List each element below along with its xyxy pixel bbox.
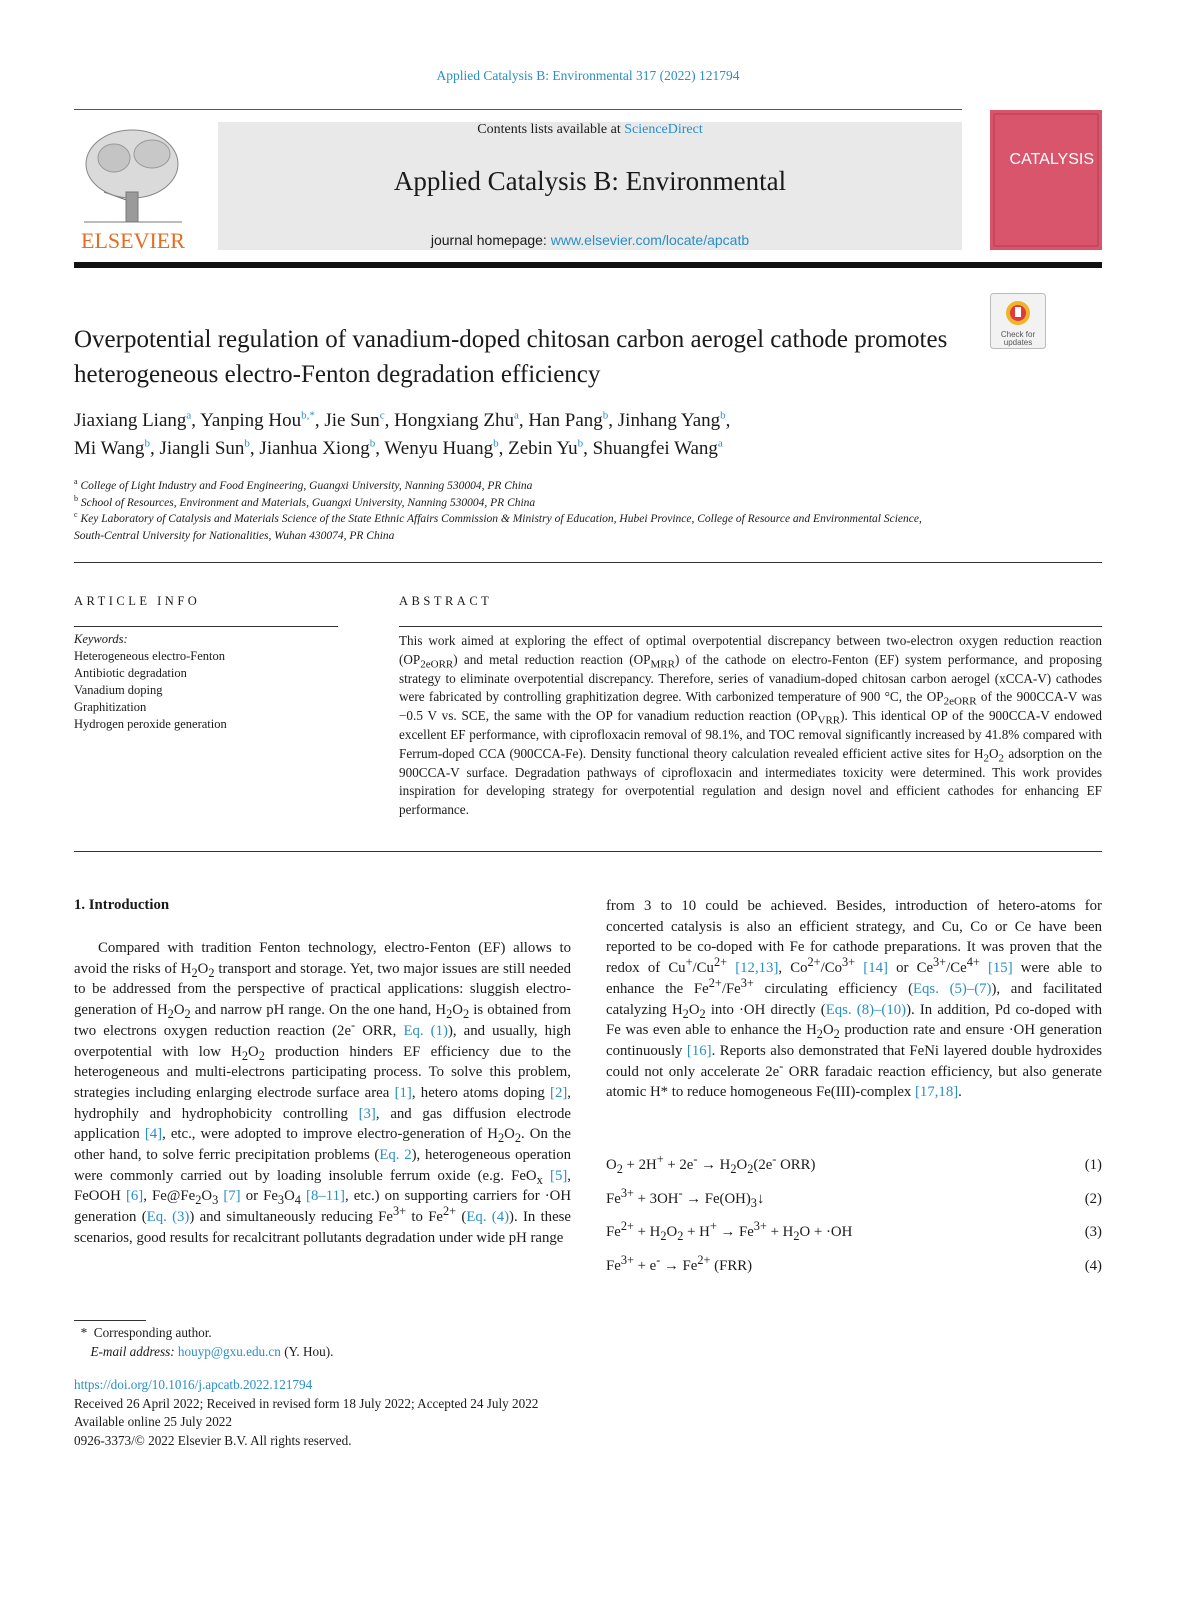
affiliation: $^b$ School of Resources, Environment and Materials, Guangxi University, Nanning 530004, PR China [74,493,536,509]
svg-text:Check for: Check for [1000,330,1036,339]
corresponding-label: Corresponding author. [93,1325,212,1340]
svg-text:updates: updates [1003,338,1033,347]
article-title: Overpotential regulation of vanadium-doped chitosan carbon aerogel cathode promotes heterogeneous electro-Fenton degradation efficiency [74,326,948,388]
email-suffix: (Y. Hou). [284,1344,334,1359]
author[interactable]: Mi Wang$^b$ [74,437,150,459]
citation-link[interactable]: [15] [987,960,1013,977]
equation-3: $Fe^{2+} + H_2O_2 + H^+ \to Fe^{3+} + H_2O + \cdot OH$ (3) [606,1219,1102,1243]
available-online: Available online 25 July 2022 [74,1414,232,1429]
article-info-heading: ARTICLE INFO [74,594,201,608]
email-link[interactable]: houyp@gxu.edu.cn [177,1344,281,1359]
footnote-star: * [80,1325,88,1340]
equation-4: $Fe^{3+} + e^- \to Fe^{2+}$ (FRR) (4) [606,1253,1102,1274]
journal-homepage-link[interactable]: www.elsevier.com/locate/apcatb [550,232,750,248]
citation-link[interactable]: [4] [144,1126,163,1143]
keyword: Heterogeneous electro-Fenton [74,649,225,663]
journal-cover-image[interactable] [990,110,1102,250]
corresponding-author-footnote [74,1323,574,1361]
doi-link[interactable]: https://doi.org/10.1016/j.apcatb.2022.121794 [74,1377,313,1392]
equation-link[interactable]: Eq. (3) [146,1209,190,1226]
abstract-bottom-divider [74,851,1102,852]
citation-link[interactable]: [8–11] [306,1188,345,1205]
equation-link[interactable]: Eq. (4) [466,1209,510,1226]
citation-link[interactable]: [16] [686,1042,712,1059]
equation-link[interactable]: Eq. 2 [379,1147,412,1164]
abstract-text: This work aimed at exploring the effect of optimal overpotential discrepancy between two-electron oxygen reduction reaction $(OP_{2eORR})$ and metal reduction reaction $(OP_{MRR})$ of the cathode on electro-Fenton (EF) system performance, and proposing strategy to eliminate overpotential discrepancy. Therefore, series of vanadium-doped chitosan carbon aerogel (xCCA-V) cathodes were fabricated by controlling graphitization degree. With carbonized temperature of 900 °C, the $OP_{2eORR}$ of the 900CCA-V was −0.5 V vs. SCE, the same with the OP for vanadium reduction reaction $(OP_{VRR})$. This identical OP of the 900CCA-V endowed excellent EF performance, with ciprofloxacin removal of 98.1%, and TOC removal significantly increased by 41.8% compared with Ferrum-doped CCA (900CCA-Fe). Density functional theory calculation revealed efficient active sites for $H_2O_2$ adsorption on the 900CCA-V surface. Degradation pathways of ciprofloxacin and intermediates toxicity were determined. This work provides inspiration for developing strategy for overpotential regulation and design novel and efficient cathodes for enhancing EF performance. [399,633,1102,818]
article-info-divider [74,626,338,627]
title-divider [74,562,1102,563]
footnote-divider [74,1320,146,1321]
author[interactable]: Jianhua Xiong$^b$ [259,437,376,459]
equation-link[interactable]: Eqs. (8)–(10) [825,1001,907,1018]
author[interactable]: Jiaxiang Liang$^a$ [74,409,192,431]
keyword: Graphitization [74,700,147,714]
citation-link[interactable]: [5] [550,1167,568,1184]
citation-link[interactable]: [1] [394,1084,412,1101]
check-updates-icon [990,293,1046,349]
author[interactable]: Jie Sun$^c$ [324,409,385,431]
keywords [74,631,338,733]
elsevier-tree-icon [74,122,192,252]
equation-number: (2) [1084,1191,1102,1207]
check-updates-label [1046,293,1047,294]
email-label: E-mail address: [90,1344,175,1359]
citation-link[interactable]: [3] [358,1105,376,1122]
article-footer [74,1376,774,1450]
keyword: Hydrogen peroxide generation [74,717,227,731]
equation-link[interactable]: Eq. (1) [403,1022,448,1039]
author-list: Jiaxiang Liang$^a$, Yanping Hou$^{b,*}$, Jie Sun$^c$, Hongxiang Zhu$^a$, Han Pang$^b$, Jinhang Yang$^b$, Mi Wang$^b$, Jiangli Sun$^b$, Jianhua Xiong$^b$, Wenyu Huang$^b$, Zebin Yu$^b$, Shuangfei Wang$^a$ [74,409,731,459]
author[interactable]: Shuangfei Wang$^a$ [592,437,723,459]
citation-link[interactable]: [6] [125,1188,144,1205]
citation-link[interactable]: [7] [223,1188,241,1205]
contents-line [218,122,962,138]
keyword: Vanadium doping [74,683,163,697]
author[interactable]: Jinhang Yang$^b$ [617,409,726,431]
abstract-divider [399,626,1102,627]
author[interactable]: Yanping Hou$^{b,*}$ [200,409,315,431]
journal-reference-link[interactable]: Applied Catalysis B: Environmental 317 (2022) 121794 [436,68,740,83]
svg-text:CATALYSIS: CATALYSIS [1009,151,1094,168]
introduction-paragraph: Compared with tradition Fenton technology, electro-Fenton (EF) allows to avoid the risks of $H_2O_2$ transport and storage. Yet, two major issues are still needed to be addressed from the perspective of practical applications: sluggish electro-generation of $H_2O_2$ and narrow pH range. On the one hand, $H_2O_2$ is obtained from two electrons oxygen reduction reaction (2e- ORR, Eq. (1)), and usually, high overpotential with low $H_2O_2$ production hinders EF efficiency due to the heterogeneous and multi-electrons participating process. To solve this problem, strategies including enlarging electrode surface area [1], hetero atoms doping [2], hydrophily and hydrophobicity controlling [3], and gas diffusion electrode application [4], etc., were adopted to improve electro-generation of $H_2O_2$. On the other hand, to solve ferric precipitation problems (Eq. 2), heterogeneous operation were commonly carried out by loading insoluble ferrum oxide (e.g. FeO$_x$ [5], FeOOH [6], $Fe@Fe_2O_3$ [7] or $Fe_3O_4$ [8–11], etc.) on supporting carriers for ·OH generation (Eq. (3)) and simultaneously reducing $Fe^{3+}$ to $Fe^{2+}$ (Eq. (4)). In these scenarios, good results for recalcitrant pollutants degradation under wide pH range [74,940,572,1246]
introduction-paragraph-continued: from 3 to 10 could be achieved. Besides, introduction of hetero-atoms for concerted catalysis is also an efficient strategy, and Cu, Co or Ce have been reported to be co-doped with Fe for cathode preparations. It was proven that the redox of $Cu^+/Cu^{2+}$ [12,13], $Co^{2+}/Co^{3+}$ [14] or $Ce^{3+}/Ce^{4+}$ [15] were able to enhance the $Fe^{2+}/Fe^{3+}$ circulating efficiency (Eqs. (5)–(7)), and facilitated catalyzing $H_2O_2$ into ·OH directly (Eqs. (8)–(10)). In addition, Pd co-doped with Fe was even able to enhance the $H_2O_2$ production rate and ensure ·OH generation continuously [16]. Reports also demonstrated that FeNi layered double hydroxides could not only accelerate 2e- ORR faradaic reaction efficiency, but also generate atomic H* to reduce homogeneous Fe(III)-complex [17,18]. [606,898,1102,1101]
journal-title: Applied Catalysis B: Environmental [393,166,787,196]
equation-1: $O_2 + 2H^+ + 2e^- \to H_2O_2(2e^-$ ORR) (1) [606,1152,1102,1176]
equation-number: (1) [1084,1157,1102,1173]
equation-number: (3) [1084,1224,1102,1240]
keywords-label: Keywords: [74,632,128,646]
citation-link[interactable]: [12,13] [735,960,779,977]
affiliation: $^a$ College of Light Industry and Food Engineering, Guangxi University, Nanning 530004, PR China [74,477,533,492]
affiliation: $^c$ Key Laboratory of Catalysis and Materials Science of the State Ethnic Affairs Commission & Ministry of Education, Hubei Province, College of Resource and Environmental Science, South-Central University for Nationalities, Wuhan 430074, PR China [74,510,922,542]
author[interactable]: Hongxiang Zhu$^a$ [394,409,519,431]
equation-2: $Fe^{3+} + 3OH^-$ → $Fe(OH)_3↓$ (2) [606,1186,1102,1210]
introduction-heading: 1. Introduction [74,897,170,913]
affiliations [74,478,934,544]
svg-text:ELSEVIER: ELSEVIER [81,228,185,252]
author[interactable]: Han Pang$^b$ [528,409,609,431]
citation-link[interactable]: [2] [550,1084,568,1101]
homepage-prefix: journal homepage: [430,232,551,248]
copyright: 0926-3373/© 2022 Elsevier B.V. All rights reserved. [74,1432,352,1448]
check-for-updates-button[interactable] [990,293,1046,349]
equation-link[interactable]: Eqs. (5)–(7) [913,980,992,997]
author[interactable]: Zebin Yu$^b$ [508,437,584,459]
elsevier-logo [74,122,192,252]
citation-link[interactable]: [17,18] [915,1084,959,1101]
author[interactable]: Wenyu Huang$^b$ [384,437,499,459]
received-dates: Received 26 April 2022; Received in revised form 18 July 2022; Accepted 24 July 2022 [74,1395,539,1411]
author[interactable]: Jiangli Sun$^b$ [159,437,250,459]
sciencedirect-link[interactable]: ScienceDirect [624,122,703,137]
keyword: Antibiotic degradation [74,666,187,680]
homepage-line [218,232,962,248]
header-thick-divider [74,262,1102,268]
abstract-heading: ABSTRACT [399,594,493,608]
header-divider [74,109,962,110]
contents-prefix: Contents lists available at [477,122,625,137]
equation-number: (4) [1084,1258,1102,1274]
citation-link[interactable]: [14] [863,960,888,977]
